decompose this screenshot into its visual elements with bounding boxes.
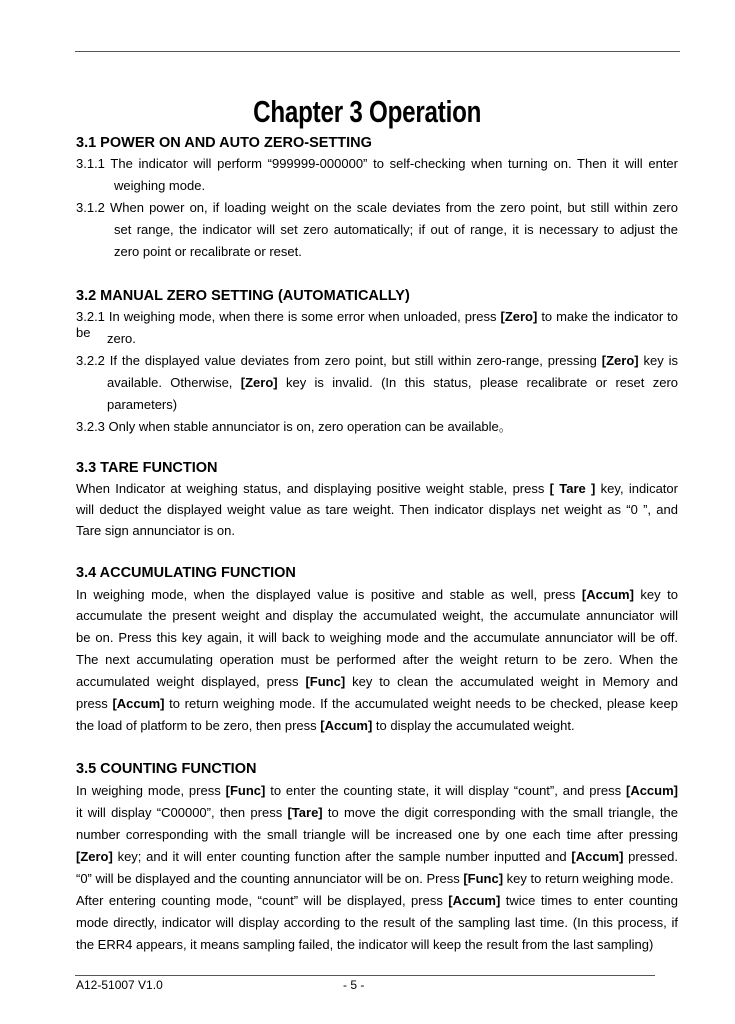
text-run: set range, the indicator will set zero automatically; if out of range, it is necessary to adjust the <box>114 222 678 237</box>
key-name: [Zero] <box>601 353 639 368</box>
text-run: key to <box>633 587 678 602</box>
paragraph-line <box>76 849 678 865</box>
paragraph-line <box>76 481 678 497</box>
key-name: [Accum] <box>581 587 634 602</box>
paragraph-line <box>107 331 136 347</box>
key-name: [Func] <box>463 871 504 886</box>
paragraph-line <box>76 696 678 712</box>
key-name: [ Tare ] <box>549 481 596 496</box>
key-name: [Accum] <box>571 849 624 864</box>
paragraph-line <box>76 630 678 646</box>
section-heading: 3.4 ACCUMULATING FUNCTION <box>76 565 296 581</box>
text-run: to make the indicator to be <box>76 309 678 340</box>
paragraph-line <box>76 652 678 668</box>
key-name: [Func] <box>225 783 266 798</box>
chapter-title-text: Chapter 3 Operation <box>253 94 482 129</box>
key-name: [Accum] <box>448 893 501 908</box>
text-run: to display the accumulated weight. <box>372 718 575 733</box>
section-heading: 3.2 MANUAL ZERO SETTING (AUTOMATICALLY) <box>76 288 410 304</box>
text-run: key is invalid. (In this status, please recalibrate or reset zero <box>277 375 679 390</box>
paragraph-line <box>76 915 678 931</box>
text-run: will deduct the displayed weight value as tare weight. Then indicator displays net weight as “0 ”, and <box>76 502 678 517</box>
text-run: key, indicator <box>595 481 678 496</box>
paragraph-line <box>107 375 678 391</box>
key-name: [Zero] <box>76 849 113 864</box>
paragraph-line <box>76 718 575 734</box>
chapter-title <box>0 94 735 130</box>
text-run: key to return weighing mode. <box>503 871 674 886</box>
text-run: the ERR4 appears, it means sampling failed, the indicator will keep the result from the last sampling) <box>76 937 654 952</box>
text-run: available. Otherwise, <box>107 375 241 390</box>
text-run: press <box>76 696 113 711</box>
text-run: 3.2.1 In weighing mode, when there is some error when unloaded, press <box>76 309 501 324</box>
paragraph-line <box>76 587 678 603</box>
key-name: [Zero] <box>240 375 278 390</box>
text-run: “0” will be displayed and the counting annunciator will be on. Press <box>76 871 464 886</box>
text-run: mode directly, indicator will display according to the result of the sampling last time. (In this process, if <box>76 915 678 930</box>
paragraph-line <box>76 353 678 369</box>
key-name: [Tare] <box>287 805 323 820</box>
text-run: twice times to enter counting <box>500 893 678 908</box>
text-run: number corresponding with the small triangle will be increased one by one each time after pressing <box>76 827 678 842</box>
paragraph-line <box>76 608 678 624</box>
footer-page-number: - 5 - <box>343 978 365 992</box>
paragraph-line <box>114 244 302 260</box>
paragraph-line <box>76 893 678 909</box>
key-name: [Accum] <box>320 718 373 733</box>
text-run: 3.2.2 If the displayed value deviates from zero point, but still within zero-range, pressing <box>76 353 602 368</box>
text-run: key; and it will enter counting function after the sample number inputted and <box>112 849 572 864</box>
paragraph-line <box>76 309 678 340</box>
paragraph-line <box>76 156 678 172</box>
paragraph-line <box>107 397 177 413</box>
paragraph-line <box>76 937 653 953</box>
text-run: parameters) <box>107 397 178 412</box>
text-run: zero point or recalibrate or reset. <box>114 244 302 259</box>
text-run: the load of platform to be zero, then press <box>76 718 321 733</box>
key-name: [Func] <box>305 674 346 689</box>
paragraph-line <box>76 827 678 843</box>
text-run: zero. <box>107 331 136 346</box>
text-run: 3.1.2 When power on, if loading weight on the scale deviates from the zero point, but still within zero <box>76 200 678 215</box>
text-run: weighing mode. <box>114 178 206 193</box>
section-heading: 3.1 POWER ON AND AUTO ZERO-SETTING <box>76 135 372 151</box>
footer-rule <box>75 975 655 976</box>
text-run: accumulated weight displayed, press <box>76 674 306 689</box>
paragraph-line <box>114 222 678 238</box>
paragraph-line <box>76 871 678 887</box>
text-run: When Indicator at weighing status, and displaying positive weight stable, press <box>76 481 550 496</box>
text-run: 3.1.1 The indicator will perform “999999-000000” to self-checking when turning on. Then it will enter <box>76 156 678 171</box>
text-run: accumulate the present weight and display the accumulated weight, the accumulate annunciator will <box>76 608 678 623</box>
text-run: pressed. <box>623 849 678 864</box>
key-name: [Zero] <box>500 309 538 324</box>
text-run: to move the digit corresponding with the small triangle, the <box>322 805 678 820</box>
text-run: 3.2.3 Only when stable annunciator is on, zero operation can be available。 <box>76 419 512 434</box>
key-name: [Accum] <box>112 696 165 711</box>
section-heading: 3.5 COUNTING FUNCTION <box>76 761 257 777</box>
paragraph-line <box>76 419 512 435</box>
text-run: to enter the counting state, it will display “count”, and press <box>265 783 626 798</box>
section-heading: 3.3 TARE FUNCTION <box>76 460 218 476</box>
text-run: Tare sign annunciator is on. <box>76 523 235 538</box>
text-run: key to clean the accumulated weight in Memory and <box>345 674 678 689</box>
paragraph-line <box>76 805 678 821</box>
paragraph-line <box>76 200 678 216</box>
key-name: [Accum] <box>625 783 678 798</box>
text-run: After entering counting mode, “count” will be displayed, press <box>76 893 449 908</box>
text-run: be on. Press this key again, it will back to weighing mode and the accumulate annunciator will be off. <box>76 630 678 645</box>
paragraph-line <box>76 502 678 518</box>
paragraph-line <box>76 783 678 799</box>
text-run: In weighing mode, when the displayed value is positive and stable as well, press <box>76 587 582 602</box>
text-run: to return weighing mode. If the accumulated weight needs to be checked, please keep <box>164 696 678 711</box>
paragraph-line <box>76 523 235 539</box>
paragraph-line <box>114 178 205 194</box>
footer-doc-id: A12-51007 V1.0 <box>76 978 163 992</box>
paragraph-line <box>76 674 678 690</box>
text-run: it will display “C00000”, then press <box>76 805 288 820</box>
header-rule <box>75 51 680 52</box>
text-run: key is <box>638 353 678 368</box>
text-run: In weighing mode, press <box>76 783 226 798</box>
text-run: The next accumulating operation must be performed after the weight return to be zero. When the <box>76 652 678 667</box>
